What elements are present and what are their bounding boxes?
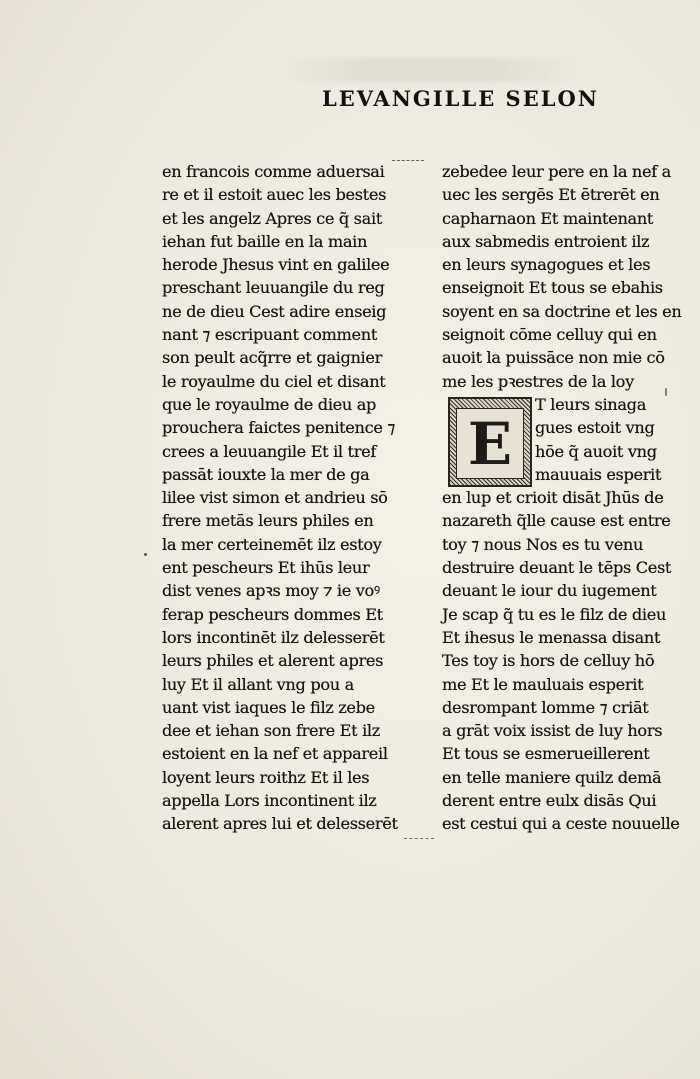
column-divider-mark-bottom [404, 838, 434, 839]
text-line: le royaulme du ciel et disant [162, 371, 386, 391]
text-line: desrompant lomme ⁊ criāt [442, 697, 649, 717]
text-line: Et tous se esmerueillerent [442, 744, 650, 764]
text-line: Je scap q̃ tu es le filz de dieu [442, 604, 667, 624]
text-line: loyent leurs roithz Et il les [162, 767, 370, 787]
text-line: capharnaon Et maintenant [442, 208, 654, 228]
text-line: ent pescheurs Et ihūs leur [162, 558, 370, 578]
show-through-shadow [280, 58, 580, 82]
text-line: aux sabmedis entroient ilz [442, 231, 650, 251]
text-line: re et il estoit auec les bestes [162, 185, 387, 205]
text-line: passāt iouxte la mer de ga [162, 464, 370, 484]
text-line: iehan fut baille en la main [162, 231, 368, 251]
text-line: Tes toy is hors de celluy hō [442, 651, 655, 671]
right-text-column [442, 160, 682, 836]
text-line: luy Et il allant vng pou a [162, 674, 354, 694]
text-line: appella Lors incontinent ilz [162, 791, 377, 811]
text-line: et les angelz Apres ce q̃ sait [162, 208, 382, 228]
text-line: uant vist iaques le filz zebe [162, 697, 375, 717]
text-line: herode Jhesus vint en galilee [162, 255, 390, 275]
text-line: toy ⁊ nous Nos es tu venu [442, 534, 644, 554]
text-line: dee et iehan son frere Et ilz [162, 721, 380, 741]
text-line: a grāt voix issist de luy hors [442, 721, 663, 741]
decorated-initial [448, 397, 532, 487]
left-text-column [162, 160, 402, 836]
text-line: me les pꝛestres de la loy [442, 371, 634, 391]
text-line: prouchera faictes penitence ⁊ [162, 418, 396, 438]
running-head: LEVANGILLE SELON [322, 86, 599, 111]
text-line: mauuais esperit [535, 464, 662, 484]
margin-mark [665, 388, 667, 396]
text-line: est cestui qui a ceste nouuelle [442, 814, 680, 834]
text-line: deuant le iour du iugement [442, 581, 657, 601]
text-line: seignoit cōme celluy qui en [442, 325, 657, 345]
text-line: son peult acq̃rre et gaignier [162, 348, 383, 368]
ink-speck [144, 553, 147, 556]
text-line: derent entre eulx disās Qui [442, 791, 657, 811]
text-line: preschant leuuangile du reg [162, 278, 385, 298]
text-line: ferap pescheurs dommes Et [162, 604, 383, 624]
text-line: en lup et crioit disāt Jhūs de [442, 488, 664, 508]
text-line: enseignoit Et tous se ebahis [442, 278, 663, 298]
text-line: me Et le mauluais esperit [442, 674, 644, 694]
text-line: lors incontinēt ilz delesserēt [162, 627, 385, 647]
text-line: auoit la puissāce non mie cō [442, 348, 665, 368]
text-line: lilee vist simon et andrieu sō [162, 488, 388, 508]
text-line: gues estoit vng [535, 418, 655, 438]
text-line: la mer certeinemēt ilz estoy [162, 534, 382, 554]
text-line: dist venes apꝛs moy ⁊ ie voꝰ [162, 581, 380, 601]
text-line: destruire deuant le tēps Cest [442, 558, 672, 578]
text-line: frere metās leurs philes en [162, 511, 374, 531]
text-line: ne de dieu Cest adire enseig [162, 301, 387, 321]
text-line: Et ihesus le menassa disant [442, 627, 661, 647]
text-line: que le royaulme de dieu ap [162, 394, 377, 414]
text-line: hōe q̃ auoit vng [535, 441, 657, 461]
text-line: alerent apres lui et delesserēt [162, 814, 398, 834]
text-line: en leurs synagogues et les [442, 255, 651, 275]
initial-frame [456, 408, 524, 479]
text-line: estoient en la nef et appareil [162, 744, 388, 764]
text-line: nant ⁊ escripuant comment [162, 325, 377, 345]
text-line: crees a leuuangile Et il tref [162, 441, 376, 461]
text-line: en telle maniere quilz demā [442, 767, 662, 787]
text-line: soyent en sa doctrine et les en [442, 301, 682, 321]
text-line: zebedee leur pere en la nef a [442, 162, 671, 181]
text-line: en francois comme aduersai [162, 162, 385, 181]
initial-letter: E [467, 409, 513, 478]
text-line: uec les sergēs Et ētrerēt en [442, 185, 660, 205]
text-line: nazareth q̃lle cause est entre [442, 511, 671, 531]
text-line: T leurs sinaga [535, 394, 646, 414]
text-line: leurs philes et alerent apres [162, 651, 384, 671]
